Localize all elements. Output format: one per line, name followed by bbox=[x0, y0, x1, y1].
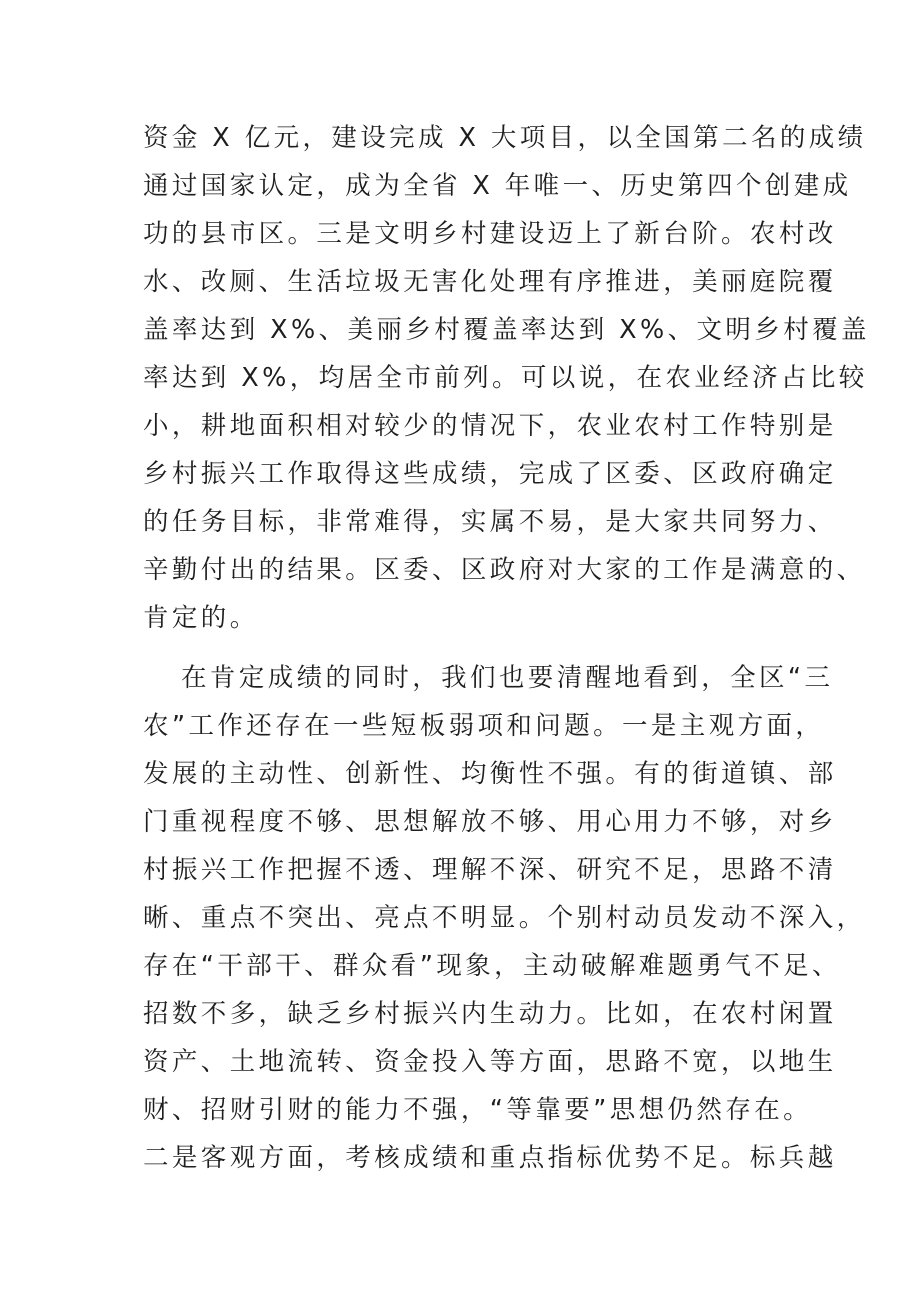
text-line: 财、招财引财的能力不强，“等靠要”思想仍然存在。 bbox=[143, 1095, 813, 1125]
text-line: 水、改厕、生活垃圾无害化处理有序推进，美丽庭院覆 bbox=[143, 267, 837, 297]
text-line: 盖率达到 X%、美丽乡村覆盖率达到 X%、文明乡村覆盖 bbox=[143, 315, 870, 345]
text-line: 资产、土地流转、资金投入等方面，思路不宽，以地生 bbox=[143, 1047, 837, 1077]
text-line: 辛勤付出的结果。区委、区政府对大家的工作是满意的、 bbox=[143, 555, 866, 585]
text-line: 功的县市区。三是文明乡村建设迈上了新台阶。农村改 bbox=[143, 219, 837, 249]
text-line: 农”工作还存在一些短板弱项和问题。一是主观方面， bbox=[143, 711, 825, 741]
text-line: 晰、重点不突出、亮点不明显。个别村动员发动不深入， bbox=[143, 903, 866, 933]
text-line: 招数不多，缺乏乡村振兴内生动力。比如，在农村闲置 bbox=[143, 999, 837, 1029]
text-line: 的任务目标，非常难得，实属不易，是大家共同努力、 bbox=[143, 507, 837, 537]
text-line: 村振兴工作把握不透、理解不深、研究不足，思路不清 bbox=[143, 855, 837, 885]
text-line: 率达到 X%，均居全市前列。可以说，在农业经济占比较 bbox=[143, 363, 868, 393]
text-line: 在肯定成绩的同时，我们也要清醒地看到，全区“三 bbox=[181, 663, 834, 693]
text-line: 门重视程度不够、思想解放不够、用心用力不够，对乡 bbox=[143, 807, 837, 837]
text-line: 通过国家认定，成为全省 X 年唯一、历史第四个创建成 bbox=[143, 171, 852, 201]
text-line: 存在“干部干、群众看”现象，主动破解难题勇气不足、 bbox=[143, 951, 841, 981]
text-line: 资金 X 亿元，建设完成 X 大项目，以全国第二名的成绩 bbox=[143, 123, 867, 153]
text-line: 小，耕地面积相对较少的情况下，农业农村工作特别是 bbox=[143, 411, 837, 441]
text-line: 肯定的。 bbox=[143, 603, 259, 633]
text-line: 二是客观方面，考核成绩和重点指标优势不足。标兵越 bbox=[143, 1143, 837, 1173]
text-line: 乡村振兴工作取得这些成绩，完成了区委、区政府确定 bbox=[143, 459, 837, 489]
text-line: 发展的主动性、创新性、均衡性不强。有的街道镇、部 bbox=[143, 759, 837, 789]
